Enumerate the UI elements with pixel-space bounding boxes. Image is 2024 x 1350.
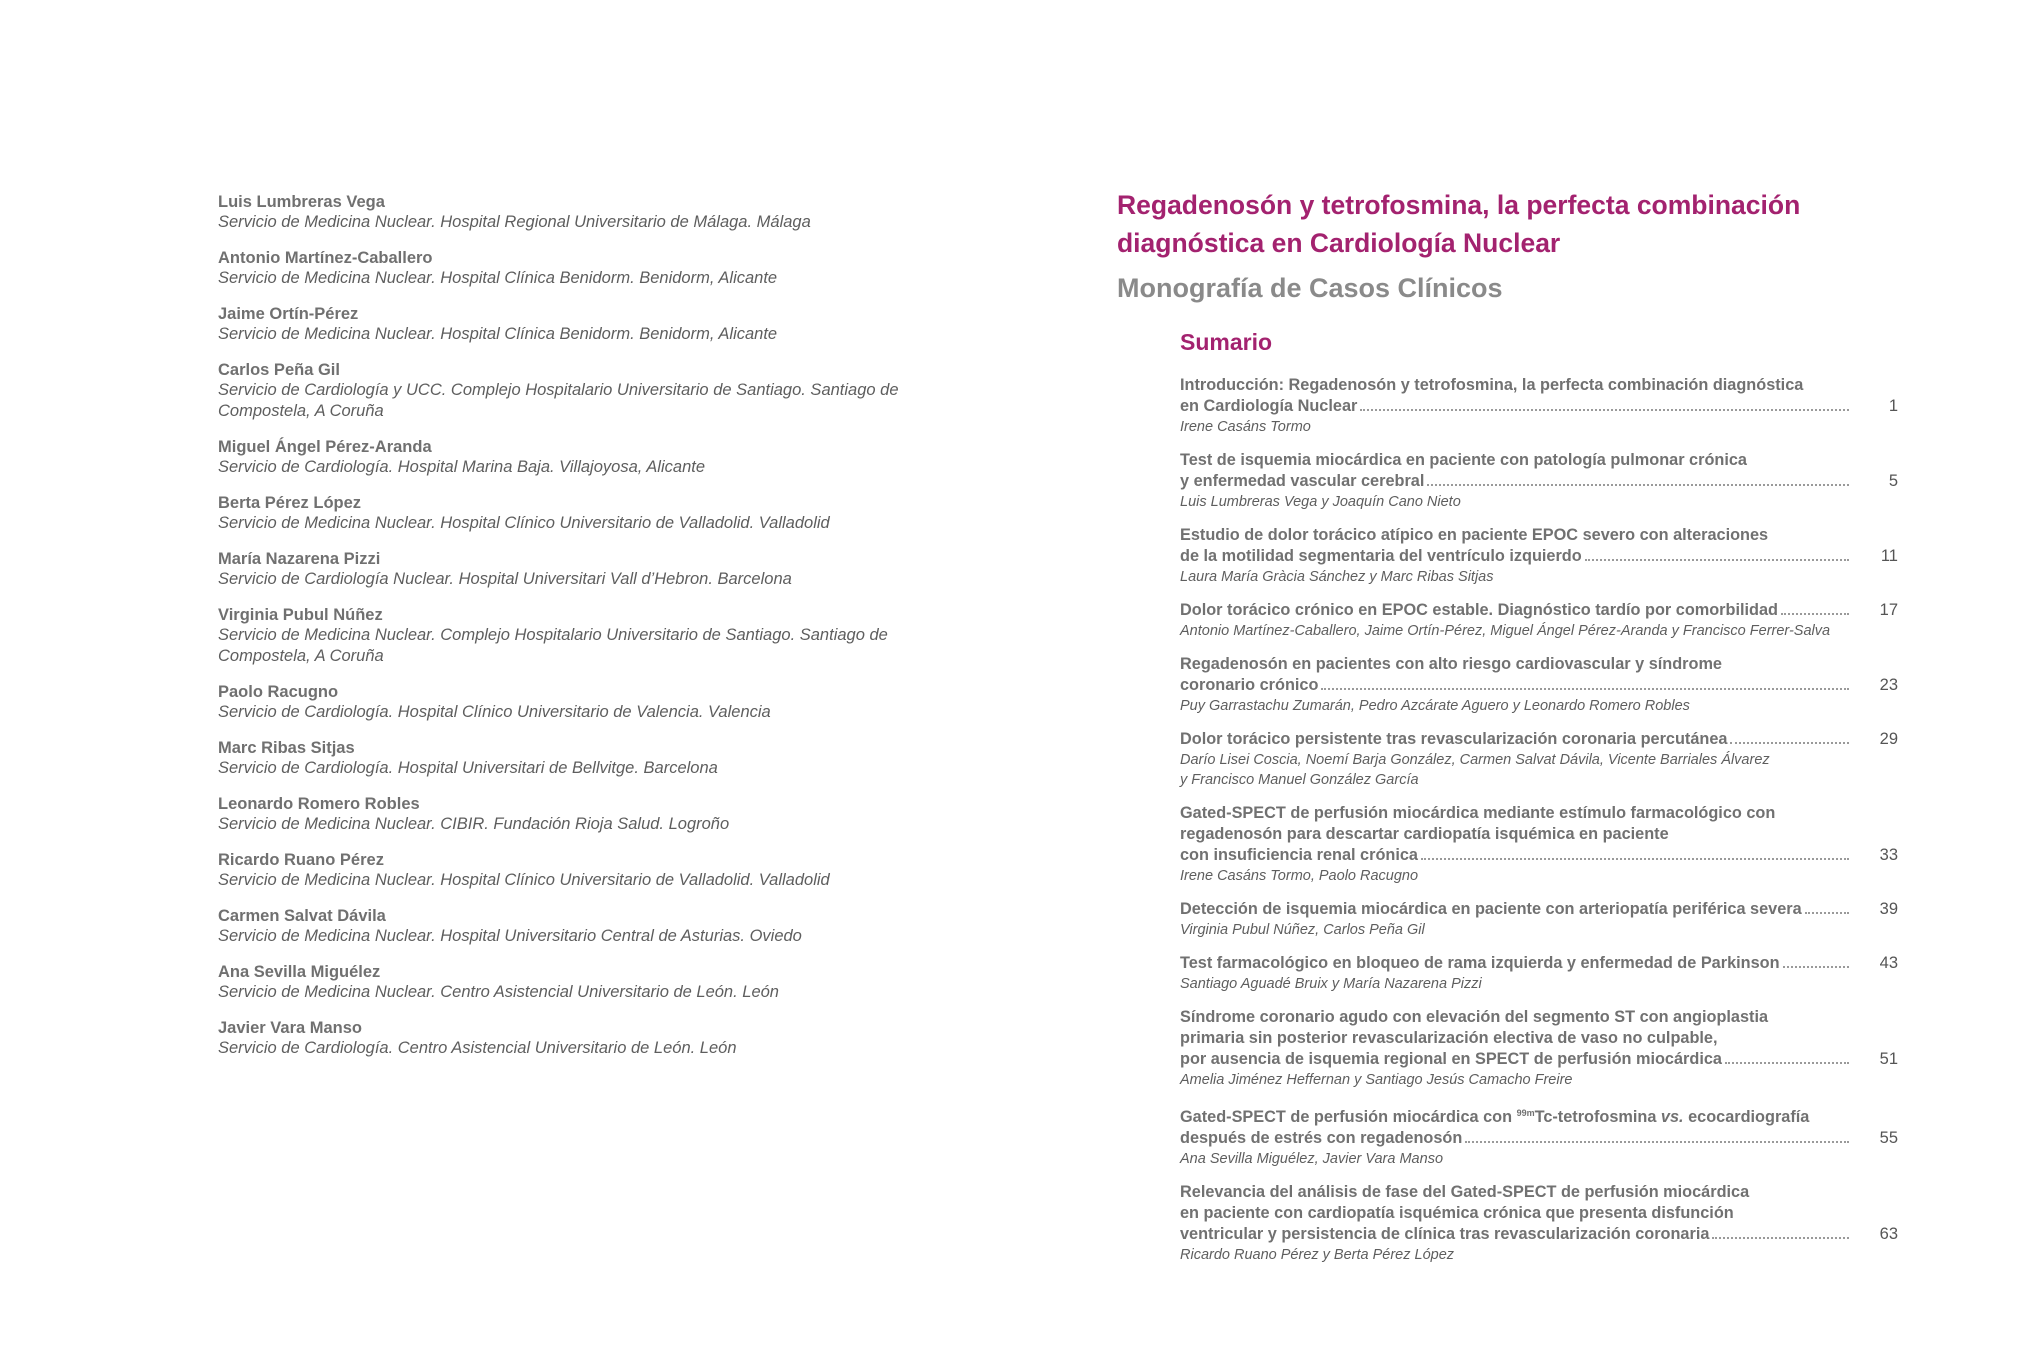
- toc-page-number: 55: [1879, 1129, 1898, 1147]
- isotope-superscript: 99m: [1516, 1108, 1535, 1118]
- table-of-contents: [1180, 327, 1898, 1278]
- toc-entry: [1180, 450, 1898, 512]
- toc-page-number: 23: [1879, 676, 1898, 694]
- author-affiliation: Compostela, A Coruña: [218, 647, 384, 665]
- toc-title-text: Introducción: Regadenosón y tetrofosmina, la perfecta combinación diagnóstica: [1180, 376, 1804, 394]
- author-name: Miguel Ángel Pérez-Aranda: [218, 438, 432, 456]
- toc-title-text: Síndrome coronario agudo con elevación del segmento ST con angioplastia: [1180, 1008, 1769, 1026]
- toc-title-line: [1180, 899, 1852, 920]
- toc-title-text: Regadenosón en pacientes con alto riesgo cardiovascular y síndrome: [1180, 655, 1722, 673]
- toc-entry-authors: Puy Garrastachu Zumarán, Pedro Azcárate Aguero y Leonardo Romero Robles: [1180, 698, 1690, 714]
- toc-title-text: Test farmacológico en bloqueo de rama izquierda y enfermedad de Parkinson: [1180, 954, 1780, 972]
- dot-leader: [1427, 483, 1849, 486]
- toc-entry: [1180, 525, 1898, 587]
- author-name: María Nazarena Pizzi: [218, 550, 381, 568]
- toc-entries: [1180, 375, 1898, 1265]
- author-affiliation: Servicio de Medicina Nuclear. Complejo Hospitalario Universitario de Santiago. Santiago de: [218, 626, 888, 644]
- dot-leader: [1360, 408, 1849, 411]
- toc-title-line: [1180, 1224, 1852, 1245]
- dot-leader: [1465, 1140, 1849, 1143]
- toc-title-text: en Cardiología Nuclear: [1180, 397, 1358, 415]
- author-entry: [218, 549, 938, 590]
- toc-title-line: [1180, 824, 1852, 845]
- toc-entry-title: [1180, 953, 1898, 974]
- author-name: Marc Ribas Sitjas: [218, 739, 355, 757]
- author-entry: [218, 192, 938, 233]
- toc-entry-authors: Darío Lisei Coscia, Noemí Barja González, Carmen Salvat Dávila, Vicente Barriales Álvarez: [1180, 752, 1770, 768]
- dot-leader: [1321, 687, 1849, 690]
- author-name: Antonio Martínez-Caballero: [218, 249, 433, 267]
- toc-entry-authors: Ricardo Ruano Pérez y Berta Pérez López: [1180, 1247, 1455, 1263]
- toc-title-text: Dolor torácico persistente tras revascularización coronaria percutánea: [1180, 730, 1728, 748]
- toc-title-text: Gated-SPECT de perfusión miocárdica con: [1180, 1108, 1517, 1126]
- author-name: Berta Pérez López: [218, 494, 362, 512]
- toc-title-text: primaria sin posterior revascularización electiva de vaso no culpable,: [1180, 1029, 1718, 1047]
- author-affiliation: Servicio de Medicina Nuclear. Hospital Regional Universitario de Málaga. Málaga: [218, 213, 811, 231]
- author-name: Jaime Ortín-Pérez: [218, 305, 359, 323]
- toc-entry-authors: Irene Casáns Tormo: [1180, 419, 1311, 435]
- author-affiliation: Servicio de Cardiología. Hospital Clínico Universitario de Valencia. Valencia: [218, 703, 771, 721]
- dot-leader: [1725, 1061, 1849, 1064]
- toc-heading: Sumario: [1180, 329, 1273, 355]
- toc-entry-title: [1180, 899, 1898, 920]
- toc-entry: [1180, 1103, 1898, 1169]
- author-affiliation: Servicio de Cardiología Nuclear. Hospital Universitari Vall d’Hebron. Barcelona: [218, 570, 792, 588]
- toc-title-line: [1180, 803, 1852, 824]
- book-title-line: diagnóstica en Cardiología Nuclear: [1117, 228, 1561, 258]
- toc-title-line: [1180, 600, 1852, 621]
- toc-entry: [1180, 1182, 1898, 1265]
- toc-entry: [1180, 729, 1898, 790]
- author-list: [218, 192, 938, 1074]
- toc-title-text: Relevancia del análisis de fase del Gated-SPECT de perfusión miocárdica: [1180, 1183, 1750, 1201]
- toc-page-number: 17: [1879, 601, 1898, 619]
- author-entry: [218, 360, 938, 422]
- toc-entry-title: [1180, 729, 1898, 750]
- toc-entry-title: [1180, 1007, 1898, 1070]
- author-entry: [218, 738, 938, 779]
- toc-page-number: 43: [1879, 954, 1898, 972]
- author-entry: [218, 962, 938, 1003]
- author-name: Virginia Pubul Núñez: [218, 606, 383, 624]
- author-name: Carlos Peña Gil: [218, 361, 340, 379]
- toc-entry: [1180, 1007, 1898, 1090]
- author-affiliation: Servicio de Medicina Nuclear. CIBIR. Fundación Rioja Salud. Logroño: [218, 815, 730, 833]
- toc-title-line: [1180, 525, 1852, 546]
- toc-title-line: [1180, 1007, 1852, 1028]
- book-subtitle: Monografía de Casos Clínicos: [1117, 273, 1503, 303]
- toc-entry-authors: Amelia Jiménez Heffernan y Santiago Jesús Camacho Freire: [1180, 1072, 1573, 1088]
- author-name: Javier Vara Manso: [218, 1019, 363, 1037]
- toc-entry: [1180, 654, 1898, 716]
- author-entry: [218, 493, 938, 534]
- toc-title-text: ecocardiografía: [1683, 1108, 1810, 1126]
- toc-page-number: 29: [1879, 730, 1898, 748]
- toc-entry-title: [1180, 803, 1898, 866]
- dot-leader: [1421, 857, 1849, 860]
- toc-title-text: con insuficiencia renal crónica: [1180, 846, 1418, 864]
- author-affiliation: Servicio de Medicina Nuclear. Centro Asistencial Universitario de León. León: [218, 983, 779, 1001]
- toc-entry-title: [1180, 600, 1898, 621]
- author-affiliation: Servicio de Medicina Nuclear. Hospital Clínica Benidorm. Benidorm, Alicante: [218, 269, 778, 287]
- author-name: Luis Lumbreras Vega: [218, 193, 385, 211]
- toc-entry-authors: Antonio Martínez-Caballero, Jaime Ortín-Pérez, Miguel Ángel Pérez-Aranda y Francisco Ferrer-Salva: [1180, 623, 1831, 639]
- toc-entry-authors: Luis Lumbreras Vega y Joaquín Cano Nieto: [1180, 494, 1461, 510]
- toc-title-text: de la motilidad segmentaria del ventrículo izquierdo: [1180, 547, 1582, 565]
- toc-title-text: en paciente con cardiopatía isquémica crónica que presenta disfunción: [1180, 1204, 1734, 1222]
- toc-title-text: coronario crónico: [1180, 676, 1319, 694]
- author-affiliation: Servicio de Cardiología. Hospital Universitari de Bellvitge. Barcelona: [218, 759, 718, 777]
- dot-leader: [1730, 741, 1849, 744]
- toc-title-line: [1180, 450, 1852, 471]
- dot-leader: [1712, 1236, 1849, 1239]
- toc-title-text: ventricular y persistencia de clínica tras revascularización coronaria: [1180, 1225, 1710, 1243]
- toc-entry-authors: Santiago Aguadé Bruix y María Nazarena Pizzi: [1180, 976, 1482, 992]
- toc-title-line: [1180, 675, 1852, 696]
- toc-page-number: 63: [1879, 1225, 1898, 1243]
- toc-title-text: Test de isquemia miocárdica en paciente con patología pulmonar crónica: [1180, 451, 1747, 469]
- author-name: Ricardo Ruano Pérez: [218, 851, 384, 869]
- author-entry: [218, 437, 938, 478]
- author-entry: [218, 248, 938, 289]
- toc-title-text: Gated-SPECT de perfusión miocárdica mediante estímulo farmacológico con: [1180, 804, 1776, 822]
- toc-entry-title: [1180, 525, 1898, 567]
- toc-title-line: [1180, 845, 1852, 866]
- author-entry: [218, 682, 938, 723]
- toc-title-text: vs.: [1660, 1108, 1684, 1126]
- toc-title-text: regadenosón para descartar cardiopatía isquémica en paciente: [1180, 825, 1669, 843]
- toc-title-text: Dolor torácico crónico en EPOC estable. Diagnóstico tardío por comorbilidad: [1180, 601, 1778, 619]
- toc-entry: [1180, 375, 1898, 437]
- toc-title-text: por ausencia de isquemia regional en SPECT de perfusión miocárdica: [1180, 1050, 1722, 1068]
- toc-entry-title: [1180, 654, 1898, 696]
- toc-entry: [1180, 803, 1898, 886]
- dot-leader: [1781, 612, 1849, 615]
- toc-title-line: [1180, 729, 1852, 750]
- toc-entry: [1180, 899, 1898, 940]
- author-name: Leonardo Romero Robles: [218, 795, 420, 813]
- toc-page-number: 1: [1888, 397, 1898, 415]
- toc-title-line: [1180, 396, 1852, 417]
- author-affiliation: Compostela, A Coruña: [218, 402, 384, 420]
- author-affiliation: Servicio de Medicina Nuclear. Hospital Clínica Benidorm. Benidorm, Alicante: [218, 325, 778, 343]
- toc-title-line: [1180, 1182, 1852, 1203]
- toc-entry-authors: Virginia Pubul Núñez, Carlos Peña Gil: [1180, 922, 1425, 938]
- toc-title-line: [1180, 654, 1852, 675]
- toc-title-text: y enfermedad vascular cerebral: [1180, 472, 1425, 490]
- author-affiliation: Servicio de Medicina Nuclear. Hospital Clínico Universitario de Valladolid. Valladolid: [218, 871, 830, 889]
- author-name: Paolo Racugno: [218, 683, 339, 701]
- author-entry: [218, 1018, 938, 1059]
- author-affiliation: Servicio de Cardiología. Centro Asistencial Universitario de León. León: [218, 1039, 737, 1057]
- toc-entry: [1180, 953, 1898, 994]
- toc-entry-title: [1180, 1182, 1898, 1245]
- toc-entry-authors: Laura María Gràcia Sánchez y Marc Ribas Sitjas: [1180, 569, 1494, 585]
- author-entry: [218, 906, 938, 947]
- toc-title-line: [1180, 375, 1852, 396]
- dot-leader: [1783, 965, 1849, 968]
- toc-title-line: [1180, 1203, 1852, 1224]
- toc-title-line: [1180, 1103, 1852, 1128]
- toc-title-text: Tc-tetrofosmina: [1534, 1108, 1661, 1126]
- author-name: Carmen Salvat Dávila: [218, 907, 386, 925]
- toc-page-number: 39: [1879, 900, 1898, 918]
- book-title-line: Regadenosón y tetrofosmina, la perfecta combinación: [1117, 190, 1801, 220]
- toc-page-number: 5: [1888, 472, 1898, 490]
- toc-title-line: [1180, 1049, 1852, 1070]
- toc-entry-title: [1180, 450, 1898, 492]
- author-entry: [218, 850, 938, 891]
- toc-entry: [1180, 600, 1898, 641]
- author-affiliation: Servicio de Cardiología. Hospital Marina Baja. Villajoyosa, Alicante: [218, 458, 705, 476]
- toc-page-number: 51: [1879, 1050, 1898, 1068]
- toc-entry-title: [1180, 1103, 1898, 1149]
- author-entry: [218, 794, 938, 835]
- toc-entry-authors: Irene Casáns Tormo, Paolo Racugno: [1180, 868, 1419, 884]
- toc-title-line: [1180, 546, 1852, 567]
- toc-title-text: Estudio de dolor torácico atípico en paciente EPOC severo con alteraciones: [1180, 526, 1769, 544]
- toc-title-line: [1180, 1128, 1852, 1149]
- author-name: Ana Sevilla Miguélez: [218, 963, 381, 981]
- toc-title-line: [1180, 953, 1852, 974]
- dot-leader: [1805, 911, 1849, 914]
- author-entry: [218, 605, 938, 667]
- title-block: [1117, 186, 1897, 306]
- toc-entry-authors: y Francisco Manuel González García: [1180, 772, 1419, 788]
- toc-entry-authors: Ana Sevilla Miguélez, Javier Vara Manso: [1180, 1151, 1444, 1167]
- toc-entry-title: [1180, 375, 1898, 417]
- toc-title-line: [1180, 471, 1852, 492]
- toc-title-text: después de estrés con regadenosón: [1180, 1129, 1463, 1147]
- author-entry: [218, 304, 938, 345]
- toc-page-number: 11: [1880, 547, 1898, 565]
- author-affiliation: Servicio de Cardiología y UCC. Complejo Hospitalario Universitario de Santiago. Santiago de: [218, 381, 899, 399]
- author-affiliation: Servicio de Medicina Nuclear. Hospital Universitario Central de Asturias. Oviedo: [218, 927, 802, 945]
- author-affiliation: Servicio de Medicina Nuclear. Hospital Clínico Universitario de Valladolid. Valladolid: [218, 514, 830, 532]
- toc-page-number: 33: [1879, 846, 1898, 864]
- toc-title-text: Detección de isquemia miocárdica en paciente con arteriopatía periférica severa: [1180, 900, 1802, 918]
- book-title: [1117, 186, 1897, 262]
- toc-title-line: [1180, 1028, 1852, 1049]
- dot-leader: [1585, 558, 1849, 561]
